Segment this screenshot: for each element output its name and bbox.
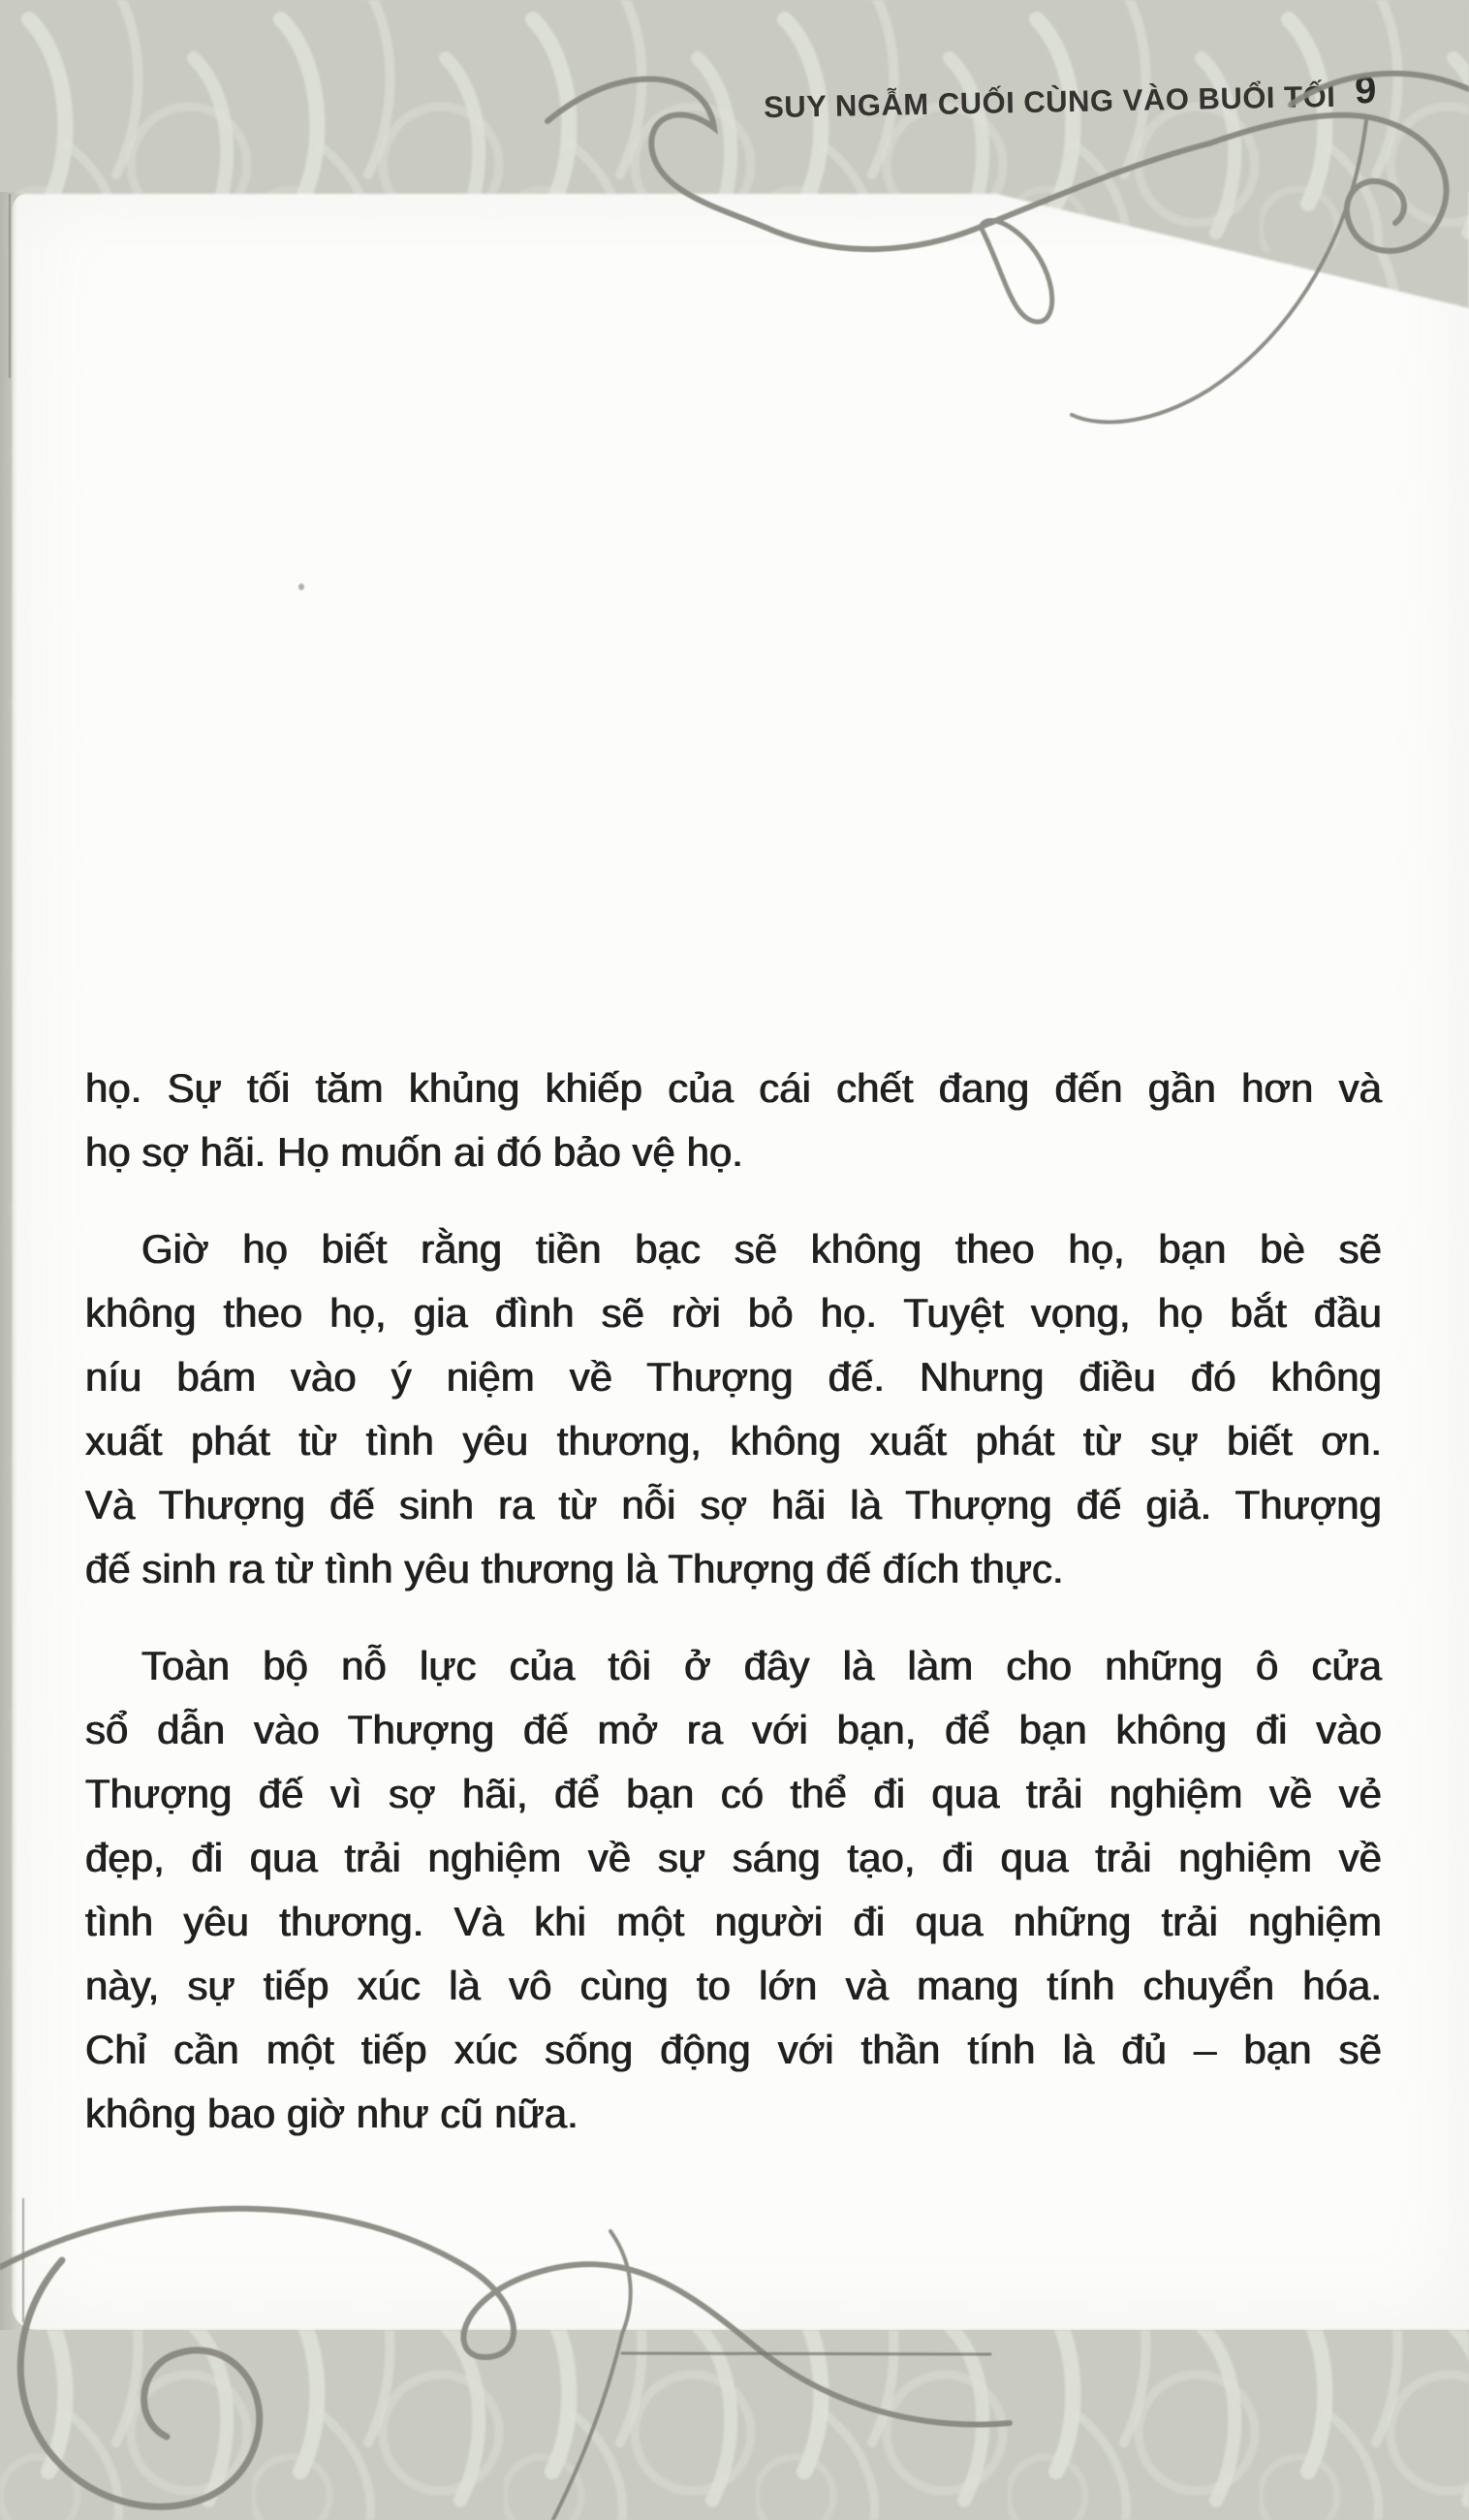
running-header-title: SUY NGẪM CUỐI CÙNG VÀO BUỔI TỐI	[763, 79, 1336, 125]
top-flourish-ornament	[0, 0, 1469, 465]
text-line: Giờ họ biết rằng tiền bạc sẽ không theo họ, bạn bè sẽ	[141, 1226, 1382, 1272]
page-number: 9	[1354, 69, 1377, 112]
paragraph	[85, 1634, 1382, 2146]
text-line: đế sinh ra từ tình yêu thương là Thượng đế đích thực.	[85, 1546, 1064, 1591]
text-line: không bao giờ như cũ nữa.	[85, 2091, 578, 2136]
text-line: họ sợ hãi. Họ muốn ai đó bảo vệ họ.	[85, 1129, 743, 1175]
text-line: đẹp, đi qua trải nghiệm về sự sáng tạo, đi qua trải nghiệm về	[85, 1835, 1382, 1880]
bottom-flourish-ornament	[0, 2132, 1469, 2520]
page-gutter-shadow	[0, 192, 17, 2330]
text-line: họ. Sự tối tăm khủng khiếp của cái chết đang đến gần hơn và	[85, 1065, 1382, 1111]
text-line: không theo họ, gia đình sẽ rời bỏ họ. Tuyệt vọng, họ bắt đầu	[85, 1290, 1382, 1336]
text-line: sổ dẫn vào Thượng đế mở ra với bạn, để bạn không đi vào	[85, 1707, 1382, 1752]
paragraph	[85, 1217, 1382, 1601]
paragraph	[85, 1056, 1382, 1184]
text-line: Toàn bộ nỗ lực của tôi ở đây là làm cho những ô cửa	[141, 1643, 1382, 1688]
text-line: níu bám vào ý niệm về Thượng đế. Nhưng điều đó không	[85, 1354, 1382, 1400]
text-line: xuất phát từ tình yêu thương, không xuất phát từ sự biết ơn.	[85, 1418, 1382, 1464]
text-line: này, sự tiếp xúc là vô cùng to lớn và mang tính chuyển hóa.	[85, 1963, 1382, 2008]
text-line: Chỉ cần một tiếp xúc sống động với thần tính là đủ – bạn sẽ	[85, 2027, 1382, 2072]
text-line: Thượng đế vì sợ hãi, để bạn có thể đi qua trải nghiệm về vẻ	[85, 1771, 1382, 1816]
scan-speck	[298, 583, 304, 590]
text-line: tình yêu thương. Và khi một người đi qua những trải nghiệm	[85, 1899, 1382, 1944]
text-line: Và Thượng đế sinh ra từ nỗi sợ hãi là Thượng đế giả. Thượng	[85, 1482, 1382, 1528]
body-text	[85, 1056, 1382, 2146]
